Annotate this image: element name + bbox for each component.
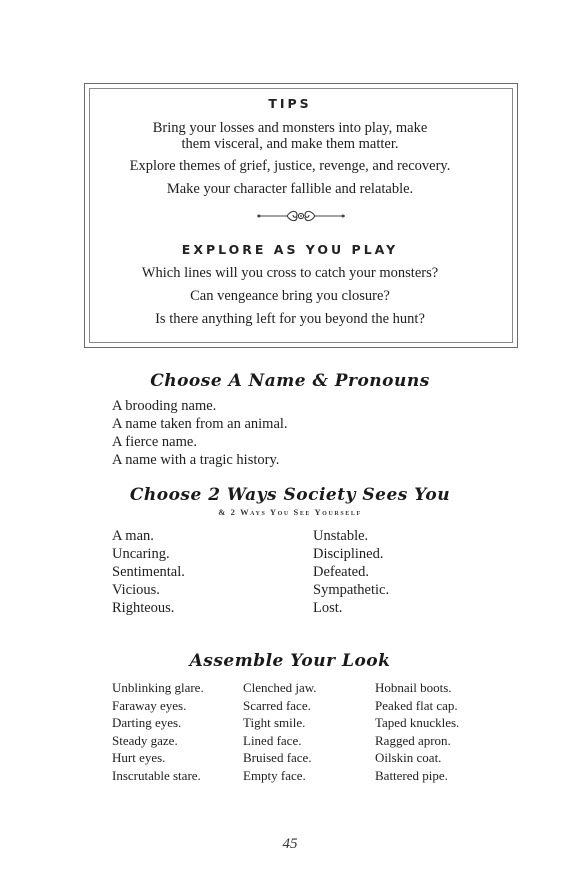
list-item: Bruised face. bbox=[243, 750, 312, 766]
society-section-title: Choose 2 Ways Society Sees You bbox=[129, 485, 451, 505]
tips-line-1: Bring your losses and monsters into play, make bbox=[152, 120, 428, 136]
society-right-list bbox=[313, 527, 389, 617]
list-item: Scarred face. bbox=[243, 697, 311, 713]
list-item: Peaked flat cap. bbox=[375, 697, 458, 713]
list-item: A brooding name. bbox=[112, 398, 217, 414]
list-item: Steady gaze. bbox=[112, 732, 178, 748]
list-item: Unstable. bbox=[313, 528, 369, 544]
tips-line-4: Make your character fallible and relatable. bbox=[166, 181, 414, 197]
explore-line-2: Can vengeance bring you closure? bbox=[190, 288, 390, 304]
look-column-attire bbox=[375, 679, 459, 785]
tips-line-3: Explore themes of grief, justice, revenge, and recovery. bbox=[129, 158, 451, 174]
society-left-list bbox=[112, 527, 185, 617]
list-item: Clenched jaw. bbox=[243, 680, 317, 695]
list-item: Disciplined. bbox=[313, 546, 384, 562]
name-options-list bbox=[112, 397, 288, 469]
page-number: 45 bbox=[282, 836, 298, 852]
look-column-face bbox=[243, 679, 317, 785]
list-item: Uncaring. bbox=[112, 546, 170, 562]
explore-line-1: Which lines will you cross to catch your monsters? bbox=[141, 265, 439, 281]
list-item: Lined face. bbox=[243, 732, 302, 748]
explore-line-3: Is there anything left for you beyond the hunt? bbox=[155, 311, 425, 327]
list-item: Hobnail boots. bbox=[375, 680, 452, 695]
list-item: Righteous. bbox=[112, 600, 175, 616]
list-item: Faraway eyes. bbox=[112, 697, 187, 713]
list-item: Vicious. bbox=[112, 582, 160, 598]
list-item: A name taken from an animal. bbox=[112, 416, 288, 432]
list-item: Empty face. bbox=[243, 767, 306, 783]
explore-heading: EXPLORE AS YOU PLAY bbox=[181, 242, 399, 257]
list-item: Ragged apron. bbox=[375, 732, 451, 748]
tips-heading: TIPS bbox=[268, 96, 312, 111]
list-item: Lost. bbox=[313, 600, 343, 616]
list-item: Taped knuckles. bbox=[375, 715, 460, 731]
ornament-divider-icon bbox=[257, 208, 345, 224]
list-item: Sentimental. bbox=[112, 564, 185, 580]
name-section-title: Choose A Name & Pronouns bbox=[150, 371, 430, 391]
list-item: A name with a tragic history. bbox=[112, 452, 280, 468]
list-item: Defeated. bbox=[313, 564, 369, 580]
list-item: Hurt eyes. bbox=[112, 750, 166, 766]
society-section-subtitle: & 2 Ways You See Yourself bbox=[218, 507, 362, 517]
tips-line-2: them visceral, and make them matter. bbox=[181, 136, 399, 152]
list-item: Oilskin coat. bbox=[375, 750, 442, 766]
list-item: Inscrutable stare. bbox=[112, 767, 201, 783]
list-item: Unblinking glare. bbox=[112, 680, 204, 695]
list-item: Darting eyes. bbox=[112, 715, 182, 731]
look-section-title: Assemble Your Look bbox=[189, 651, 391, 671]
list-item: A fierce name. bbox=[112, 434, 197, 450]
list-item: Tight smile. bbox=[243, 715, 306, 731]
list-item: A man. bbox=[112, 528, 154, 544]
list-item: Battered pipe. bbox=[375, 767, 448, 783]
list-item: Sympathetic. bbox=[313, 582, 390, 598]
look-column-eyes bbox=[112, 679, 204, 785]
